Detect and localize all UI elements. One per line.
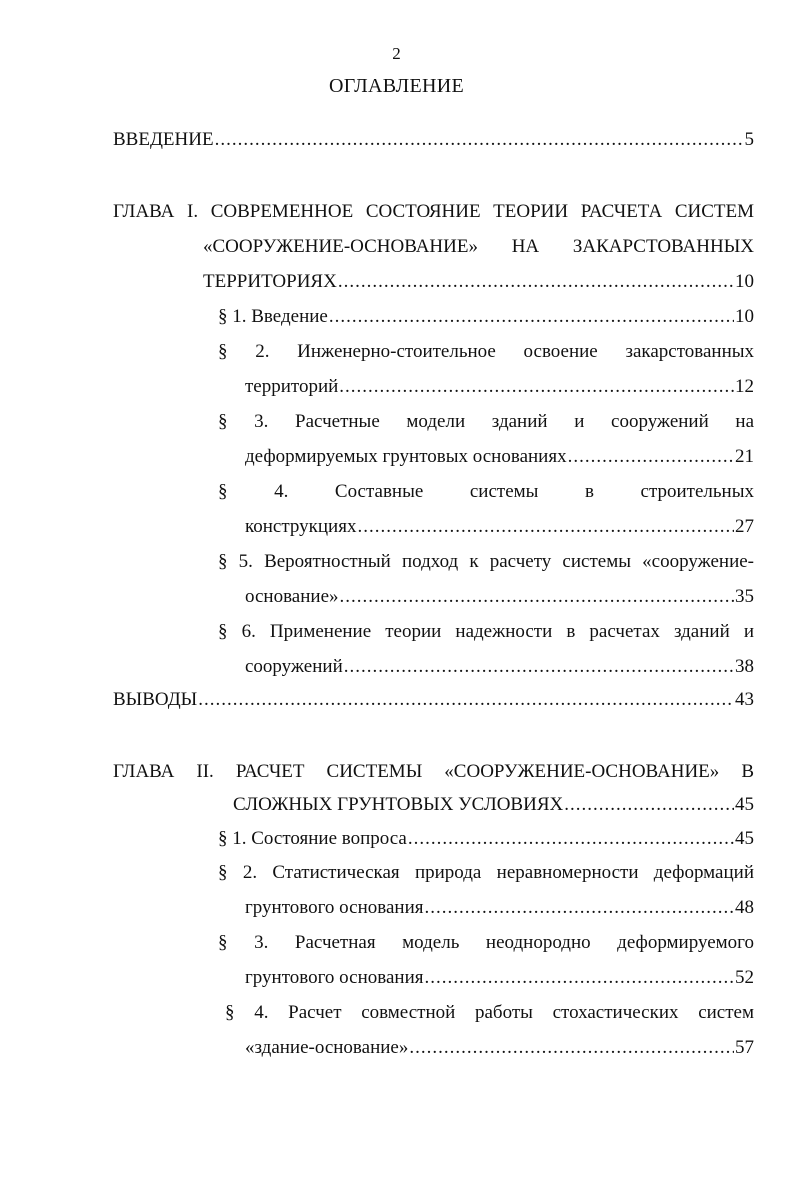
toc-entry-chapter2[interactable] [233, 793, 754, 817]
toc-entry-ch2-s2[interactable] [245, 896, 754, 920]
toc-entry-chapter1[interactable] [203, 270, 754, 294]
dot-leader [357, 515, 734, 539]
toc-entry-label: ВЫВОДЫ [113, 689, 198, 710]
dot-leader [408, 827, 734, 851]
toc-entry-page: 35 [735, 586, 754, 607]
dot-leader [329, 305, 734, 329]
toc-entry-label: сооружений [245, 656, 343, 677]
toc-entry-page: 38 [735, 656, 754, 677]
dot-leader [564, 793, 734, 817]
toc-entry-label: ВВЕДЕНИЕ [113, 129, 214, 150]
dot-leader [568, 445, 734, 469]
toc-entry-label: ТЕРРИТОРИЯХ [203, 271, 337, 292]
toc-entry-label: «здание-основание» [245, 1037, 409, 1058]
toc-entry-label: § 1. Введение [218, 306, 328, 327]
toc-entry-page: 27 [735, 516, 754, 537]
toc-entry-ch1-s2-line1[interactable]: § 2. Инженерно-стоительное освоение закарстованных [218, 341, 754, 362]
dot-leader [338, 270, 734, 294]
toc-entry-label: § 1. Состояние вопроса [218, 828, 407, 849]
toc-entry-label: территорий [245, 376, 339, 397]
toc-entry-ch1-s2[interactable] [245, 375, 754, 399]
toc-entry-ch1-s5[interactable] [245, 585, 754, 609]
toc-entry-page: 45 [735, 794, 754, 815]
toc-entry-ch1-s5-line1[interactable]: § 5. Вероятностный подход к расчету системы «сооружение- [218, 551, 754, 572]
toc-entry-intro[interactable] [113, 128, 754, 152]
chapter1-heading-line1[interactable]: ГЛАВА I. СОВРЕМЕННОЕ СОСТОЯНИЕ ТЕОРИИ РАСЧЕТА СИСТЕМ [113, 201, 754, 222]
toc-entry-ch1-s3[interactable] [245, 445, 754, 469]
toc-entry-page: 45 [735, 828, 754, 849]
toc-entry-ch1-s3-line1[interactable]: § 3. Расчетные модели зданий и сооружений на [218, 411, 754, 432]
toc-entry-page: 48 [735, 897, 754, 918]
page-number: 2 [392, 44, 401, 63]
toc-entry-ch2-s3-line1[interactable]: § 3. Расчетная модель неоднородно деформируемого [218, 932, 754, 953]
dot-leader [424, 896, 734, 920]
toc-entry-ch1-s4[interactable] [245, 515, 754, 539]
toc-entry-page: 57 [735, 1037, 754, 1058]
toc-entry-ch2-s2-line1[interactable]: § 2. Статистическая природа неравномерности деформаций [218, 862, 754, 883]
chapter2-heading-line1[interactable]: ГЛАВА II. РАСЧЕТ СИСТЕМЫ «СООРУЖЕНИЕ-ОСНОВАНИЕ» В [113, 761, 754, 782]
toc-entry-page: 43 [735, 689, 754, 710]
toc-entry-ch2-s4[interactable] [245, 1036, 754, 1060]
toc-entry-label: грунтового основания [245, 897, 424, 918]
toc-entry-page: 21 [735, 446, 754, 467]
dot-leader [198, 688, 734, 712]
dot-leader [409, 1036, 734, 1060]
dot-leader [344, 655, 734, 679]
toc-entry-ch2-s1[interactable] [218, 827, 754, 851]
toc-entry-page: 10 [735, 271, 754, 292]
toc-entry-label: конструкциях [245, 516, 357, 537]
toc-title: ОГЛАВЛЕНИЕ [329, 75, 464, 97]
toc-entry-ch2-s3[interactable] [245, 966, 754, 990]
toc-entry-label: деформируемых грунтовых основаниях [245, 446, 567, 467]
toc-entry-conclusions[interactable] [113, 688, 754, 712]
toc-entry-ch2-s4-line1[interactable]: § 4. Расчет совместной работы стохастических систем [225, 1002, 754, 1023]
toc-entry-label: грунтового основания [245, 967, 424, 988]
toc-entry-ch1-s6[interactable] [245, 655, 754, 679]
toc-entry-label: СЛОЖНЫХ ГРУНТОВЫХ УСЛОВИЯХ [233, 794, 564, 815]
chapter1-heading-line2[interactable]: «СООРУЖЕНИЕ-ОСНОВАНИЕ» НА ЗАКАРСТОВАННЫХ [203, 236, 754, 257]
toc-entry-ch1-s4-line1[interactable]: § 4. Составные системы в строительных [218, 481, 754, 502]
dot-leader [215, 128, 744, 152]
toc-entry-page: 5 [744, 129, 754, 150]
toc-entry-page: 52 [735, 967, 754, 988]
toc-entry-ch1-s6-line1[interactable]: § 6. Применение теории надежности в расчетах зданий и [218, 621, 754, 642]
toc-entry-page: 12 [735, 376, 754, 397]
dot-leader [424, 966, 734, 990]
toc-entry-label: основание» [245, 586, 339, 607]
dot-leader [339, 375, 734, 399]
toc-entry-ch1-s1[interactable] [218, 305, 754, 329]
dot-leader [340, 585, 735, 609]
toc-entry-page: 10 [735, 306, 754, 327]
